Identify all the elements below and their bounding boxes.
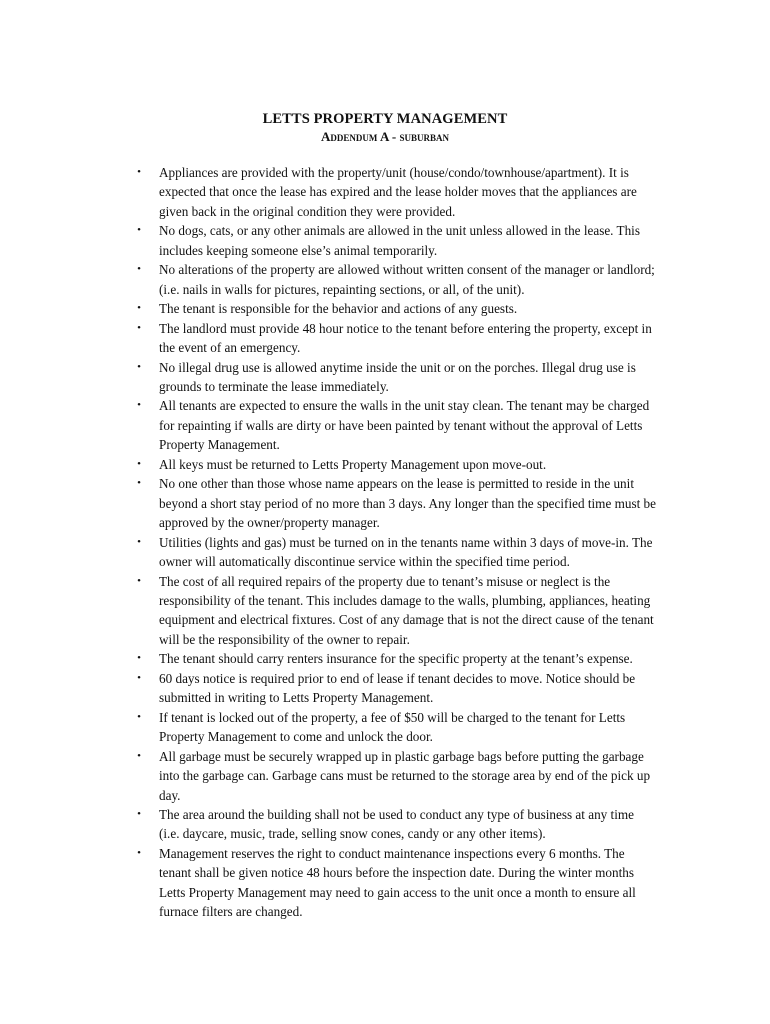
bullet-icon: • — [137, 224, 141, 237]
bullet-icon: • — [137, 671, 141, 684]
clause-item — [0, 260, 657, 299]
bullet-icon: • — [137, 749, 141, 762]
clause-text: The landlord must provide 48 hour notice to the tenant before entering the property, except in the event of an emergency. — [159, 320, 652, 356]
bullet-icon: • — [137, 574, 141, 587]
bullet-icon: • — [137, 710, 141, 723]
clause-item — [0, 221, 657, 260]
clause-text: All keys must be returned to Letts Property Management upon move-out. — [159, 456, 547, 472]
clause-text: Appliances are provided with the property/unit (house/condo/townhouse/apartment). It is expected that once the lease has expired and the lease holder moves that the appliances are given back in the original condition they were provided. — [159, 165, 637, 219]
clause-text: The tenant is responsible for the behavior and actions of any guests. — [159, 301, 518, 317]
clause-text: The cost of all required repairs of the property due to tenant’s misuse or neglect is the responsibility of the tenant. This includes damage to the walls, plumbing, appliances, heating equipment and electrical fixtures. Cost of any damage that is not the direct cause of the tenant will be the responsibility of the owner to repair. — [159, 573, 654, 647]
clause-text: Management reserves the right to conduct maintenance inspections every 6 months. The tenant shall be given notice 48 hours before the inspection date. During the winter months Letts Property Management may need to gain access to the unit once a month to ensure all furnace filters are changed. — [159, 845, 636, 920]
clause-text: The tenant should carry renters insurance for the specific property at the tenant’s expense. — [159, 651, 633, 667]
bullet-icon: • — [137, 321, 141, 334]
clause-item — [0, 805, 657, 844]
bullet-icon: • — [137, 360, 141, 373]
clause-item — [0, 319, 657, 358]
clause-item — [0, 708, 657, 747]
clause-item — [0, 396, 657, 454]
bullet-icon: • — [137, 302, 141, 315]
document-title: LETTS PROPERTY MANAGEMENT — [262, 111, 508, 127]
bullet-icon: • — [137, 477, 141, 490]
clause-item — [0, 844, 657, 922]
clause-text: No illegal drug use is allowed anytime inside the unit or on the porches. Illegal drug use is grounds to terminate the lease immediately. — [159, 359, 636, 394]
bullet-icon: • — [137, 652, 141, 665]
bullet-icon: • — [137, 399, 141, 412]
clause-text: No one other than those whose name appears on the lease is permitted to reside in the unit beyond a short stay period of no more than 3 days. Any longer than the specified time must be approved by the owner/property manager. — [159, 476, 656, 531]
clause-text: All tenants are expected to ensure the walls in the unit stay clean. The tenant may be charged for repainting if walls are dirty or have been painted by tenant without the approval of Letts Property Management. — [159, 398, 650, 453]
bullet-icon: • — [137, 166, 141, 178]
clause-text: No dogs, cats, or any other animals are allowed in the unit unless allowed in the lease. This includes keeping someone else’s animal temporarily. — [159, 223, 640, 258]
clause-item — [0, 533, 657, 572]
clause-item — [0, 669, 657, 708]
clause-text: 60 days notice is required prior to end of lease if tenant decides to move. Notice should be submitted in writing to Letts Property Management. — [159, 670, 636, 706]
clause-item — [0, 358, 657, 397]
clause-text: All garbage must be securely wrapped up in plastic garbage bags before putting the garbage into the garbage can. Garbage cans must be returned to the storage area by end of the pick up day. — [159, 748, 651, 803]
bullet-icon: • — [137, 807, 141, 820]
document-subtitle: Addendum A - suburban — [321, 129, 449, 144]
bullet-icon: • — [137, 263, 141, 276]
clause-text: Utilities (lights and gas) must be turned on in the tenants name within 3 days of move-in. The owner will automatically discontinue service within the specified time period. — [159, 534, 653, 570]
clause-text: No alterations of the property are allowed without written consent of the manager or landlord; (i.e. nails in walls for pictures, repainting sections, or all, of the unit). — [159, 262, 655, 297]
clause-item — [0, 455, 657, 474]
clause-item — [0, 163, 657, 221]
clause-list — [0, 163, 770, 922]
clause-text: The area around the building shall not be used to conduct any type of business at any time (i.e. daycare, music, trade, selling snow cones, candy or any other items). — [159, 806, 634, 842]
bullet-icon: • — [137, 535, 141, 548]
clause-item — [0, 747, 657, 805]
clause-item — [0, 572, 657, 650]
clause-item — [0, 649, 657, 668]
bullet-icon: • — [137, 846, 141, 859]
clause-item — [0, 474, 657, 532]
bullet-icon: • — [137, 457, 141, 470]
clause-item — [0, 299, 657, 318]
clause-text: If tenant is locked out of the property, a fee of $50 will be charged to the tenant for Letts Property Management to come and unlock the door. — [159, 709, 626, 745]
